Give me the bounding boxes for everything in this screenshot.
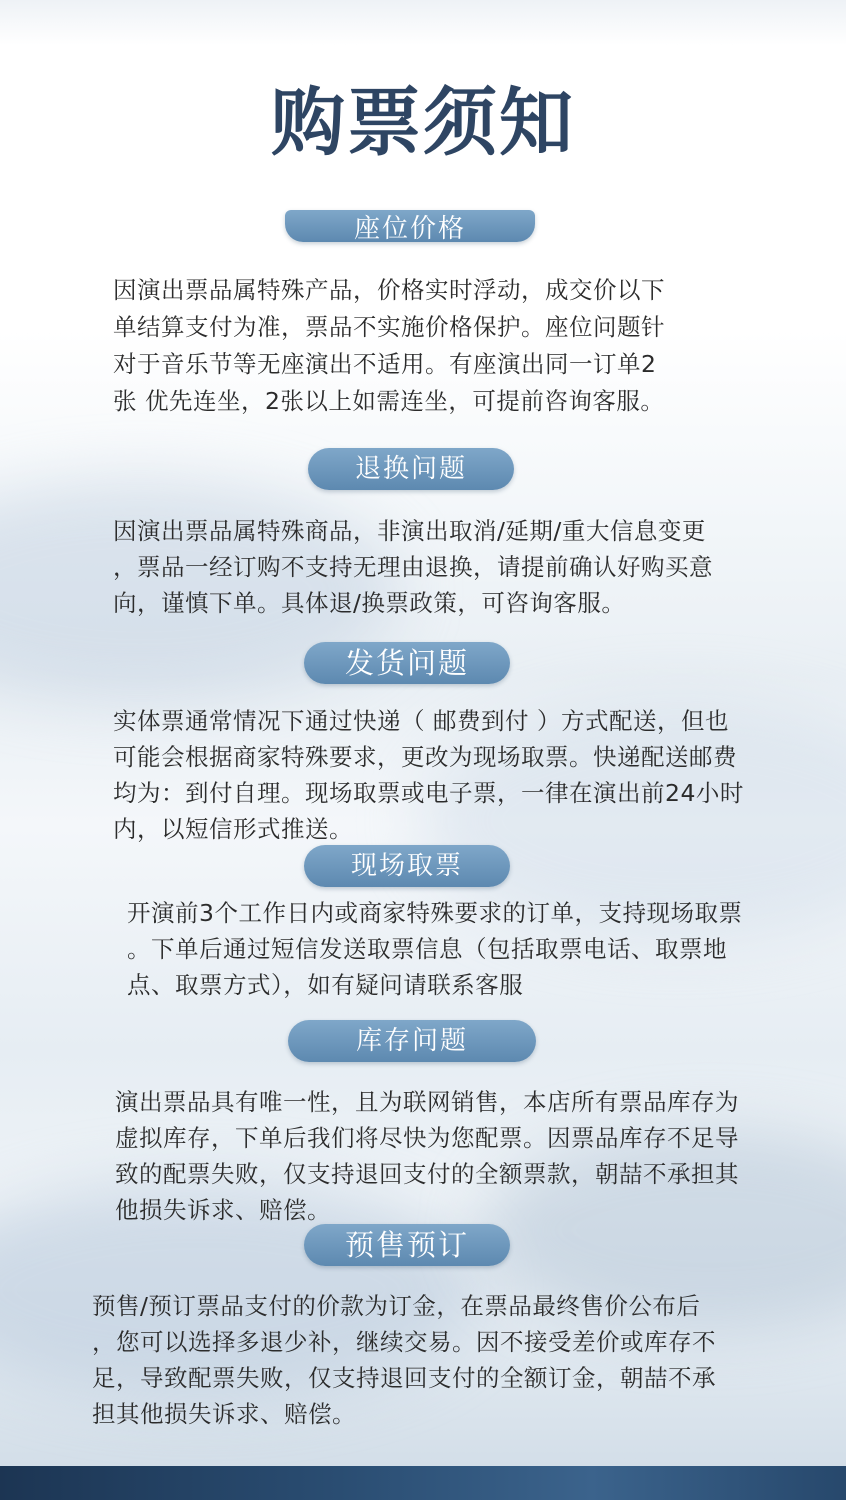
section-heading-refund bbox=[308, 448, 514, 490]
section-text-inventory: 演出票品具有唯一性，且为联网销售，本店所有票品库存为 虚拟库存，下单后我们将尽快为您配票。因票品库存不足导 致的配票失败，仅支持退回支付的全额票款，朝喆不承担其 他损失诉求、赔偿。 bbox=[115, 1088, 739, 1224]
section-text-onsite-pickup: 开演前3个工作日内或商家特殊要求的订单，支持现场取票 。下单后通过短信发送取票信息（包括取票电话、取票地 点、取票方式），如有疑问请联系客服 bbox=[127, 899, 743, 999]
section-heading-onsite-pickup bbox=[304, 845, 510, 887]
section-heading-label: 座位价格 bbox=[353, 214, 466, 244]
section-heading-label: 发货问题 bbox=[344, 646, 469, 680]
section-heading-seat-price bbox=[285, 210, 535, 242]
section-heading-inventory bbox=[288, 1020, 536, 1062]
bottom-decorative-band bbox=[0, 1466, 846, 1500]
section-heading-shipping bbox=[304, 642, 510, 684]
section-text-refund: 因演出票品属特殊商品，非演出取消/延期/重大信息变更 ，票品一经订购不支持无理由退换，请提前确认好购买意 向，谨慎下单。具体退/换票政策，可咨询客服。 bbox=[113, 517, 713, 617]
section-heading-label: 预售预订 bbox=[344, 1228, 469, 1262]
section-text-shipping: 实体票通常情况下通过快递（ 邮费到付 ）方式配送，但也 可能会根据商家特殊要求，更改为现场取票。快递配送邮费 均为：到付自理。现场取票或电子票，一律在演出前24小时 内，以短信形式推送。 bbox=[113, 707, 744, 843]
section-text-presale: 预售/预订票品支付的价款为订金，在票品最终售价公布后 ，您可以选择多退少补，继续交易。因不接受差价或库存不 足，导致配票失败，仅支持退回支付的全额订金，朝喆不承 担其他损失诉求、赔偿。 bbox=[92, 1292, 716, 1428]
section-heading-label: 退换问题 bbox=[354, 454, 467, 484]
section-heading-label: 现场取票 bbox=[350, 851, 463, 881]
section-text-seat-price: 因演出票品属特殊产品，价格实时浮动，成交价以下 单结算支付为准，票品不实施价格保护。座位问题针 对于音乐节等无座演出不适用。有座演出同一订单2 张 优先连坐，2张以上如需连坐，可提前咨询客服。 bbox=[113, 276, 665, 415]
section-heading-presale bbox=[304, 1224, 510, 1266]
page-title: 购票须知 bbox=[271, 80, 575, 166]
section-heading-label: 库存问题 bbox=[355, 1026, 468, 1056]
